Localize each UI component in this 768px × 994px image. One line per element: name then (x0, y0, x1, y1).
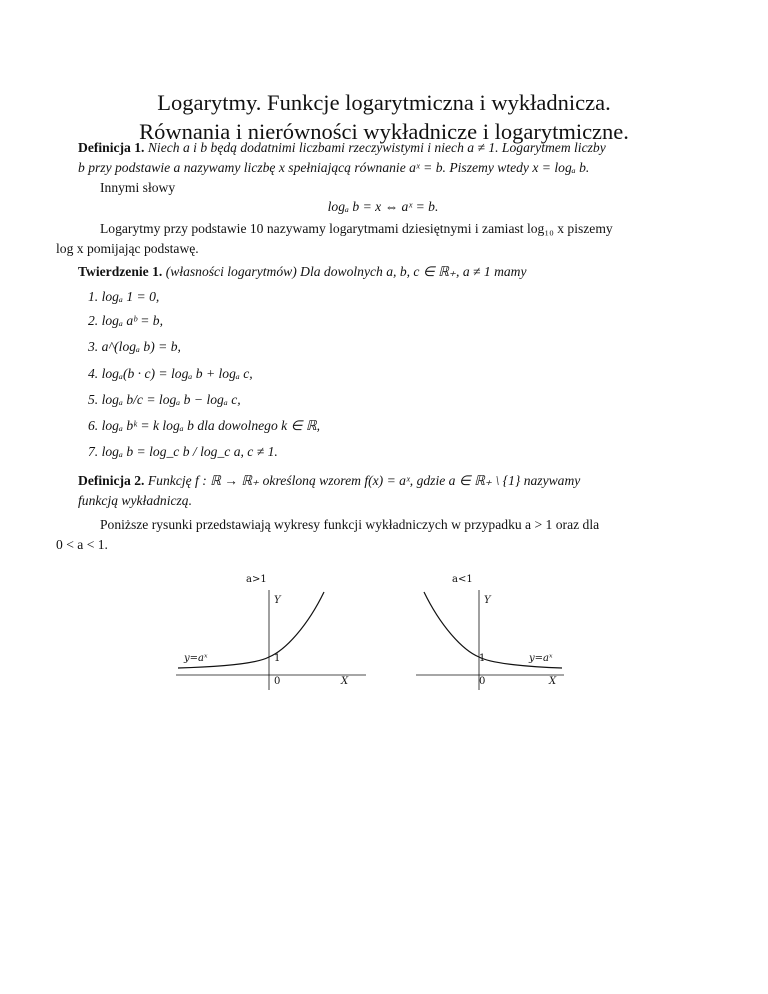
graph-right-case: a<1 (452, 574, 473, 585)
definition-2-line-1: Funkcję f : ℝ → ℝ₊ określoną wzorem f(x) = aˣ, gdzie a ∈ ℝ₊ \ {1} nazywamy (147, 473, 581, 488)
figures-intro-line-2: 0 < a < 1. (56, 537, 108, 552)
definition-2 (78, 471, 688, 511)
definition-1-text-a: Niech a i b będą dodatnimi liczbami rzeczywistymi i niech a ≠ 1. Logarytmem liczby (147, 140, 606, 155)
property-item (88, 366, 253, 382)
decimal-log-paragraph (56, 219, 688, 259)
theorem-1-label: Twierdzenie 1. (78, 264, 163, 279)
property-item (88, 418, 320, 434)
property-item (88, 444, 278, 460)
property-item (88, 339, 181, 355)
property-text: logₐ bᵏ = k logₐ b dla dowolnego k ∈ ℝ, (101, 418, 320, 433)
graph-exponential-increasing (176, 570, 376, 694)
graph-right-svg (416, 570, 616, 690)
property-num: 1. (88, 289, 99, 304)
figures-intro-line-1: Poniższe rysunki przedstawiają wykresy funkcji wykładniczych w przypadku a > 1 oraz dla (100, 517, 600, 532)
property-text: logₐ aᵇ = b, (101, 313, 163, 328)
graph-left-svg (176, 570, 376, 690)
property-num: 6. (88, 418, 99, 433)
definition-1-label: Definicja 1. (78, 140, 145, 155)
zero-label: 0 (479, 676, 486, 687)
title-line-1: Logarytmy. Funkcje logarytmiczna i wykładnicza. (157, 90, 611, 115)
property-num: 2. (88, 313, 99, 328)
zero-label: 0 (274, 676, 281, 687)
graph-left-case: a>1 (246, 574, 267, 585)
title-line-2: Równania i nierówności wykładnicze i logarytmiczne. (139, 119, 629, 144)
property-text: logₐ b/c = logₐ b − logₐ c, (101, 392, 241, 407)
one-label: 1 (479, 653, 486, 664)
innymi-intro: Innymi słowy (100, 180, 176, 195)
theorem-1-text: (własności logarytmów) Dla dowolnych a, b, c ∈ ℝ₊, a ≠ 1 mamy (165, 264, 527, 279)
innymi-formula: logₐ b = x ⇔ aˣ = b. (327, 199, 439, 214)
property-num: 4. (88, 366, 99, 381)
property-item (88, 313, 163, 329)
property-text: logₐ(b · c) = logₐ b + logₐ c, (101, 366, 253, 381)
x-axis-label: X (549, 676, 557, 687)
x-axis-label: X (341, 676, 349, 687)
property-num: 3. (88, 339, 99, 354)
y-axis-label: Y (484, 595, 491, 606)
property-num: 7. (88, 444, 99, 459)
property-text: logₐ 1 = 0, (101, 289, 160, 304)
curve-label: y=aˣ (184, 653, 208, 664)
curve-label: y=aˣ (529, 653, 553, 664)
theorem-1 (78, 262, 688, 282)
decimal-log-line-1: Logarytmy przy podstawie 10 nazywamy logarytmami dziesiętnymi i zamiast log₁₀ x piszemy (100, 221, 613, 236)
property-num: 5. (88, 392, 99, 407)
decimal-log-line-2: log x pomijając podstawę. (56, 241, 199, 256)
property-text: logₐ b = log_c b / log_c a, c ≠ 1. (101, 444, 278, 459)
property-item (88, 289, 159, 305)
definition-2-line-2: funkcją wykładniczą. (78, 493, 193, 508)
definition-1-text-b: b przy podstawie a nazywamy liczbę x spełniającą równanie aˣ = b. Piszemy wtedy x = logₐ b. (78, 160, 590, 175)
property-text: a^(logₐ b) = b, (101, 339, 181, 354)
definition-2-label: Definicja 2. (78, 473, 145, 488)
figures-intro (56, 515, 688, 555)
definition-1 (78, 138, 688, 178)
y-axis-label: Y (274, 595, 281, 606)
graph-exponential-decreasing (416, 570, 616, 694)
one-label: 1 (274, 653, 281, 664)
property-item (88, 392, 241, 408)
